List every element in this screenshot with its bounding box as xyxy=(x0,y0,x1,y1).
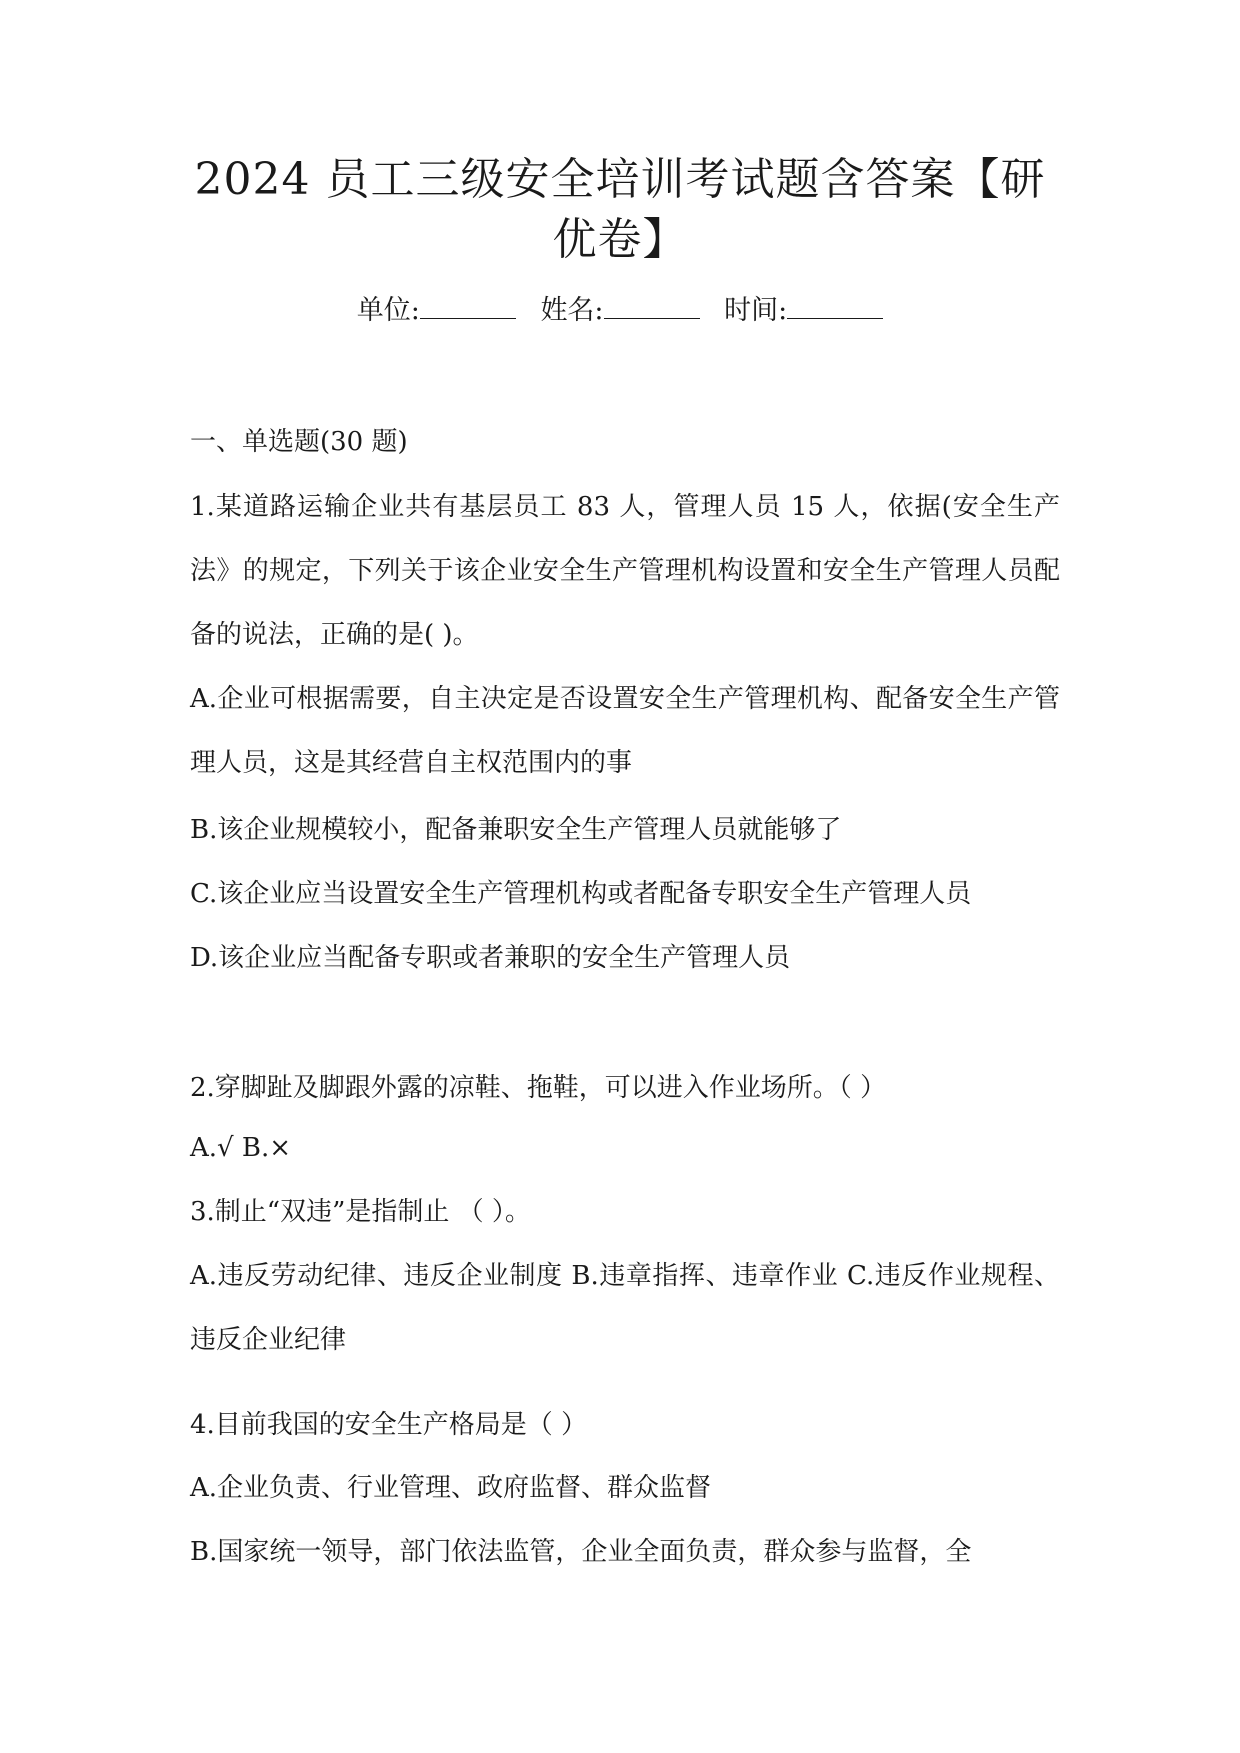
question-2-options: A.√ B.× xyxy=(190,1133,292,1163)
question-1-option-a: A.企业可根据需要，自主决定是否设置安全生产管理机构、配备安全生产管理人员，这是其经营自主权范围内的事 xyxy=(190,684,1060,778)
question-1-option-c: C.该企业应当设置安全生产管理机构或者配备专职安全生产管理人员 xyxy=(190,879,972,909)
question-4: 4.目前我国的安全生产格局是（ ） xyxy=(190,1410,588,1440)
name-field xyxy=(540,295,708,326)
question-1-option-d: D.该企业应当配备专职或者兼职的安全生产管理人员 xyxy=(190,943,791,973)
question-1: 1.某道路运输企业共有基层员工 83 人，管理人员 15 人，依据(安全生产法》的规定，下列关于该企业安全生产管理机构设置和安全生产管理人员配备的说法，正确的是( )。 xyxy=(190,492,1060,650)
question-4-option-a: A.企业负责、行业管理、政府监督、群众监督 xyxy=(190,1473,712,1503)
info-line xyxy=(0,292,1240,329)
question-3-options: A.违反劳动纪律、违反企业制度 B.违章指挥、违章作业 C.违反作业规程、违反企业纪律 xyxy=(190,1261,1060,1355)
unit-field xyxy=(357,295,525,326)
time-field xyxy=(724,295,883,326)
name-label: 姓名: xyxy=(540,295,604,326)
unit-label: 单位: xyxy=(356,295,420,326)
name-blank xyxy=(604,292,700,319)
question-3: 3.制止“双违”是指制止 （ ）。 xyxy=(190,1197,531,1227)
unit-blank xyxy=(420,292,516,319)
section-title: 一、单选题(30 题) xyxy=(190,427,408,457)
time-label: 时间: xyxy=(724,295,788,326)
question-4-option-b: B.国家统一领导，部门依法监管，企业全面负责，群众参与监督，全 xyxy=(190,1537,972,1567)
question-2: 2.穿脚趾及脚跟外露的凉鞋、拖鞋，可以进入作业场所。（ ） xyxy=(190,1073,887,1103)
question-1-option-b: B.该企业规模较小，配备兼职安全生产管理人员就能够了 xyxy=(190,815,842,845)
time-blank xyxy=(787,292,883,319)
page-title: 2024 员工三级安全培训考试题含答案【研优卷】 xyxy=(194,154,1046,265)
